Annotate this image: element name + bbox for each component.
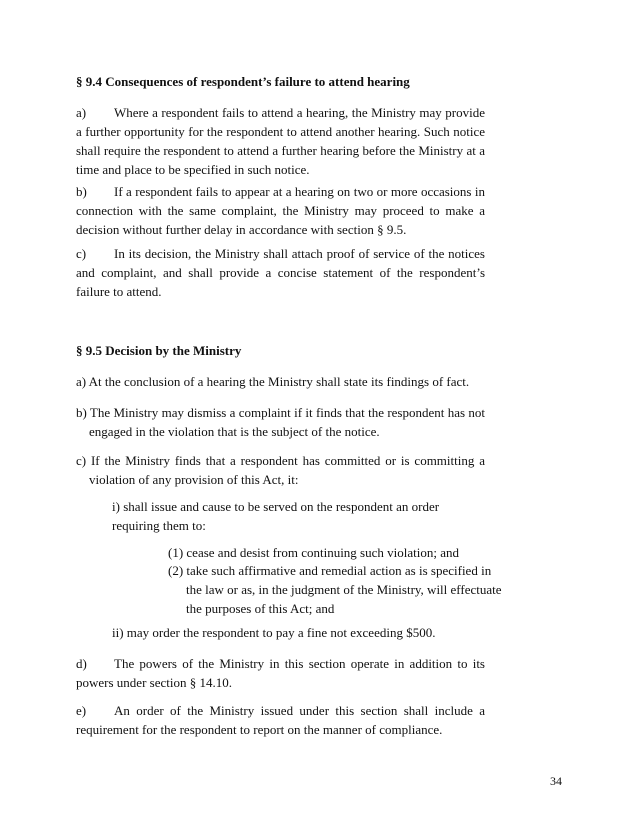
paragraph-text: The powers of the Ministry in this section operate in addition to its powers under section § 14.10. — [76, 656, 485, 690]
paragraph-text: An order of the Ministry issued under this section shall include a requirement for the respondent to report on the manner of compliance. — [76, 703, 485, 737]
paragraph-label: b) — [76, 184, 87, 199]
section-9-5-heading: § 9.5 Decision by the Ministry — [76, 343, 242, 358]
section-9-5-c-item-i: i) shall issue and cause to be served on the respondent an order requiring them to: — [112, 499, 440, 533]
section-9-5-paragraph-c: c) If the Ministry finds that a respondent has committed or is committing a violation of any provision of this Act, it: — [76, 453, 485, 487]
section-9-5-paragraph-b: b) The Ministry may dismiss a complaint if it finds that the respondent has not engaged in the violation that is the subject of the notice. — [76, 405, 485, 439]
section-9-5-paragraph-d — [76, 654, 485, 692]
section-9-5-paragraph-e — [76, 701, 485, 739]
paragraph-label: a) — [76, 105, 87, 120]
paragraph-label: d) — [76, 656, 87, 671]
paragraph-text: Where a respondent fails to attend a hearing, the Ministry may provide a further opportunity for the respondent to attend another hearing. Such notice shall require the respondent to attend a further hearing before the Ministry at a time and place to be specified in such notice. — [76, 105, 485, 177]
paragraph-text: If a respondent fails to appear at a hearing on two or more occasions in connection with the same complaint, the Ministry may proceed to make a decision without further delay in accordance with section § 9.5. — [76, 184, 485, 237]
section-9-4-paragraph-b — [76, 182, 485, 239]
section-9-4-heading: § 9.4 Consequences of respondent’s failure to attend hearing — [76, 74, 410, 89]
section-9-4-paragraph-c — [76, 244, 485, 301]
paragraph-text: In its decision, the Ministry shall attach proof of service of the notices and complaint, and shall provide a concise statement of the respondent’s failure to attend. — [76, 246, 485, 299]
section-9-5-c-i-subitem-1: (1) cease and desist from continuing such violation; and — [168, 545, 459, 560]
paragraph-label: e) — [76, 703, 87, 718]
section-9-5-c-item-ii: ii) may order the respondent to pay a fine not exceeding $500. — [112, 625, 436, 640]
paragraph-label: c) — [76, 246, 87, 261]
section-9-5-c-i-subitem-2: (2) take such affirmative and remedial action as is specified in the law or as, in the judgment of the Ministry, will effectuate the purposes of this Act; and — [168, 563, 502, 616]
section-9-5-paragraph-a: a) At the conclusion of a hearing the Ministry shall state its findings of fact. — [76, 374, 470, 389]
section-9-4-paragraph-a — [76, 103, 485, 179]
page-number: 34 — [550, 774, 562, 788]
